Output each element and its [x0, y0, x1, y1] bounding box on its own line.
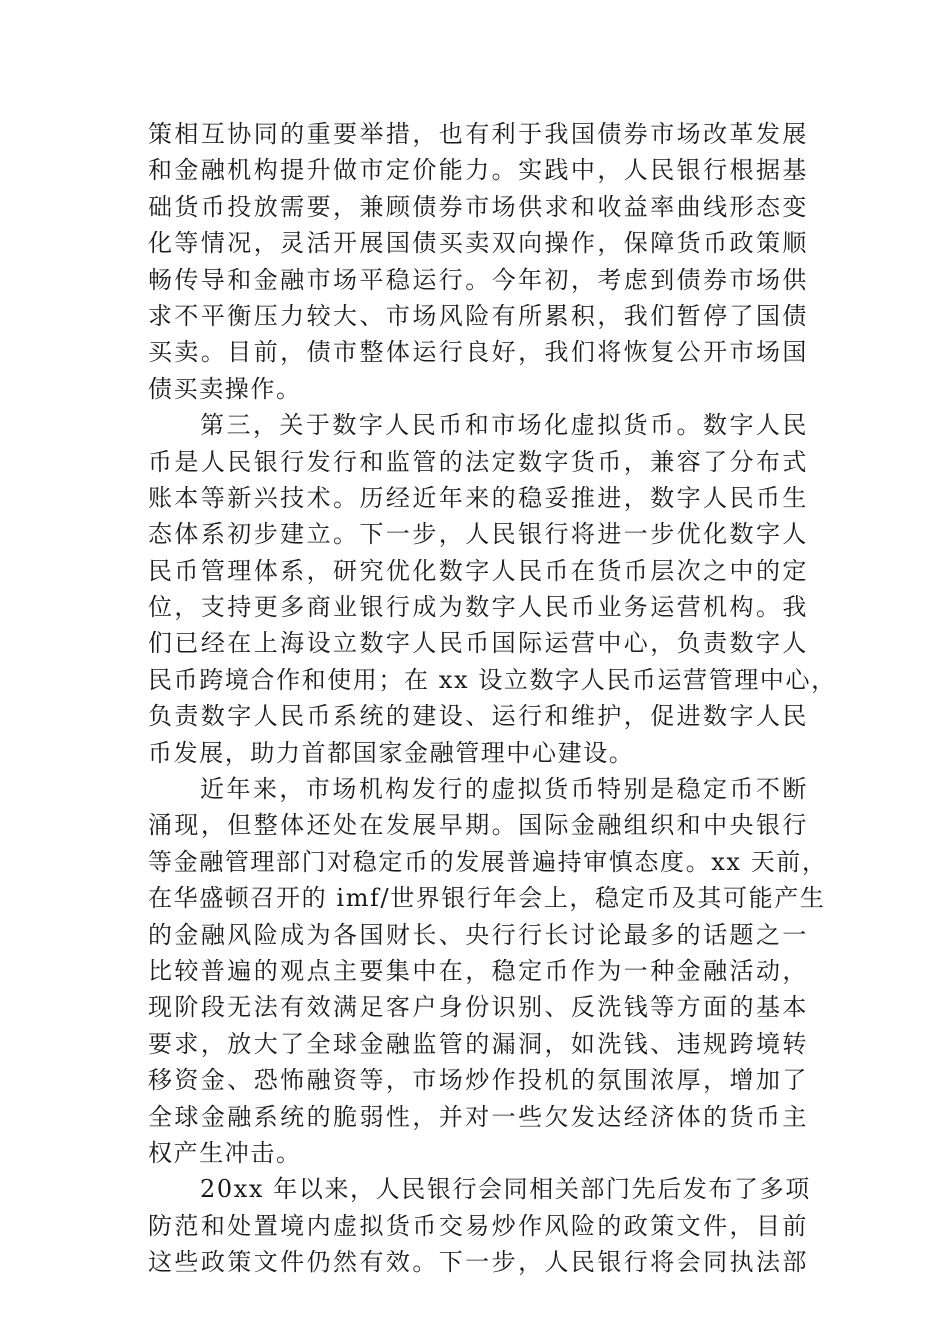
text-line: 币是人民银行发行和监管的法定数字货币，兼容了分布式: [148, 447, 808, 476]
text-line: 20xx 年以来，人民银行会同相关部门先后发布了多项: [200, 1175, 811, 1204]
text-line: 畅传导和金融市场平稳运行。今年初，考虑到债券市场供: [148, 265, 808, 294]
text-line: 账本等新兴技术。历经近年来的稳妥推进，数字人民币生: [148, 483, 808, 512]
text-line: 全球金融系统的脆弱性，并对一些欠发达经济体的货币主: [148, 1102, 808, 1131]
text-line: 现阶段无法有效满足客户身份识别、反洗钱等方面的基本: [148, 993, 808, 1022]
text-line: 们已经在上海设立数字人民币国际运营中心，负责数字人: [148, 629, 808, 658]
text-line: 在华盛顿召开的 imf/世界银行年会上，稳定币及其可能产生: [148, 884, 826, 913]
text-line: 策相互协同的重要举措，也有利于我国债券市场改革发展: [148, 120, 808, 148]
text-line: 态体系初步建立。下一步，人民银行将进一步优化数字人: [148, 520, 808, 549]
text-line: 权产生冲击。: [148, 1138, 302, 1167]
text-line: 债买卖操作。: [148, 374, 302, 403]
text-line: 移资金、恐怖融资等，市场炒作投机的氛围浓厚，增加了: [148, 1066, 808, 1095]
text-line: 币发展，助力首都国家金融管理中心建设。: [148, 738, 635, 767]
text-line: 民币管理体系，研究优化数字人民币在货币层次之中的定: [148, 556, 808, 585]
text-line: 比较普遍的观点主要集中在，稳定币作为一种金融活动，: [148, 956, 808, 985]
text-line: 位，支持更多商业银行成为数字人民币业务运营机构。我: [148, 593, 808, 622]
text-line: 负责数字人民币系统的建设、运行和维护，促进数字人民: [148, 702, 808, 731]
text-line: 础货币投放需要，兼顾债券市场供求和收益率曲线形态变: [148, 192, 808, 221]
text-line: 第三，关于数字人民币和市场化虚拟货币。数字人民: [200, 411, 808, 440]
text-line: 求不平衡压力较大、市场风险有所累积，我们暂停了国债: [148, 301, 808, 330]
text-line: 要求，放大了全球金融监管的漏洞，如洗钱、违规跨境转: [148, 1029, 808, 1058]
text-line: 等金融管理部门对稳定币的发展普遍持审慎态度。xx 天前，: [148, 847, 828, 876]
text-line: 和金融机构提升做市定价能力。实践中，人民银行根据基: [148, 156, 808, 185]
body-text: [148, 116, 837, 1281]
text-line: 涌现，但整体还处在发展早期。国际金融组织和中央银行: [148, 811, 808, 840]
text-line: 买卖。目前，债市整体运行良好，我们将恢复公开市场国: [148, 338, 808, 367]
text-line: 民币跨境合作和使用；在 xx 设立数字人民币运营管理中心，: [148, 665, 837, 694]
text-line: 近年来，市场机构发行的虚拟货币特别是稳定币不断: [200, 775, 808, 804]
text-line: 防范和处置境内虚拟货币交易炒作风险的政策文件，目前: [148, 1211, 808, 1240]
text-line: 化等情况，灵活开展国债买卖双向操作，保障货币政策顺: [148, 229, 808, 258]
text-line: 的金融风险成为各国财长、央行行长讨论最多的话题之一: [148, 920, 808, 949]
text-line: 这些政策文件仍然有效。下一步，人民银行将会同执法部: [148, 1248, 808, 1277]
